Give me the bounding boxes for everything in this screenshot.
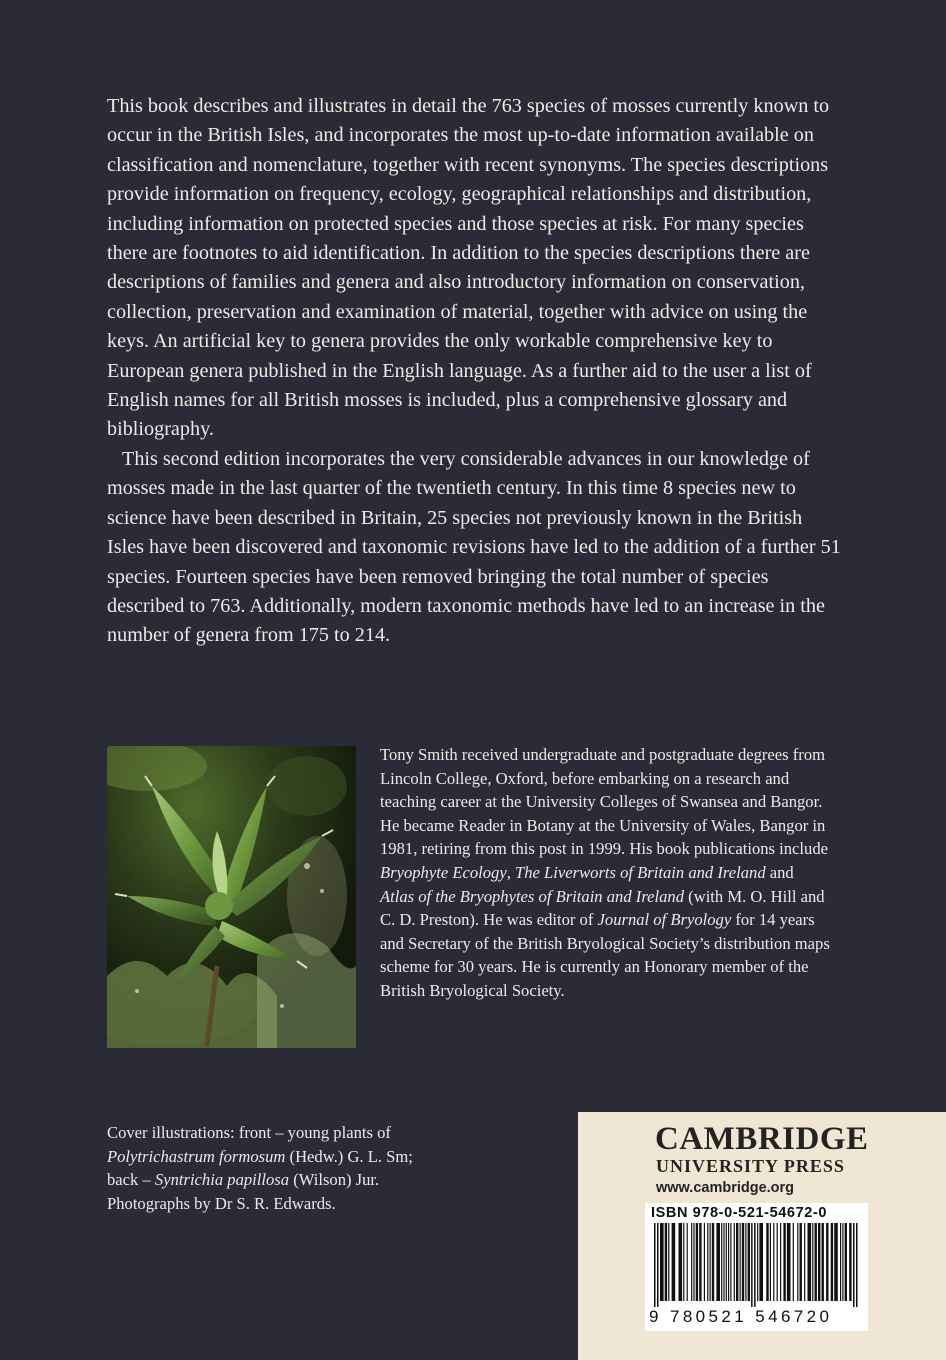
barcode-bar	[770, 1223, 771, 1301]
description-paragraph-2: This second edition incorporates the very considerable advances in our knowledge of mosses made in the last quarter of the twentieth century. In this time 8 species new to science have been described in Britain, 25 species not previously known in the British Isles have been discovered and taxonomic revisions have led to the addition of a further 51 species. Fourteen species have been removed bringing the total number of species described to 763. Additionally, modern taxonomic methods have led to an increase in the number of genera from 175 to 214.	[107, 447, 841, 647]
barcode-bar	[654, 1223, 656, 1307]
moss-photo	[107, 746, 356, 1048]
barcode-bar	[691, 1223, 692, 1301]
credit-paragraph	[107, 1121, 447, 1215]
bio-text: for 14 years and Secretary of the British Bryological Society’s distribution maps scheme for 30 years. He is currently an Honorary member of the British Bryological Society.	[380, 910, 830, 1000]
barcode-bar	[853, 1223, 855, 1307]
barcode-bar	[683, 1223, 684, 1301]
barcode-bar	[815, 1223, 817, 1301]
barcode-bar	[660, 1223, 664, 1301]
book-description	[107, 92, 842, 651]
credit-text: (Hedw.) G. L. Sm;	[285, 1146, 413, 1166]
barcode-bars	[652, 1223, 860, 1307]
photographer-credit: Photographs by Dr S. R. Edwards.	[107, 1193, 336, 1213]
description-paragraph-1: This book describes and illustrates in detail the 763 species of mosses currently known to occur in the British Isles, and incorporates the most up-to-date information available on classification and nomenclature, together with recent synonyms. The species descriptions provide information on frequency, ecology, geographical relationships and distribution, including information on protected species and those species at risk. For many species there are footnotes to aid identification. In addition to the species descriptions there are descriptions of families and genera and also introductory information on conservation, collection, preservation and examination of material, together with advice on using the keys. An artificial key to genera provides the only workable comprehensive key to European genera published in the English language. As a further aid to the user a list of English names for all British mosses is included, plus a comprehensive glossary and bibliography.	[107, 95, 830, 441]
bio-separator: ,	[506, 862, 516, 882]
publisher-url: www.cambridge.org	[656, 1180, 795, 1196]
book-title-atlas: Atlas of the Bryophytes of Britain and Ireland	[380, 886, 685, 906]
barcode-bar	[818, 1223, 820, 1301]
publisher-logo-subtitle: UNIVERSITY PRESS	[656, 1156, 845, 1176]
barcode-bar	[672, 1223, 676, 1301]
barcode-bar	[693, 1223, 694, 1301]
barcode-bar	[742, 1223, 744, 1301]
barcode-bar	[704, 1223, 705, 1301]
bio-text: Tony Smith received undergraduate and postgraduate degrees from Lincoln College, Oxford, before embarking on a research and teaching career at the University Colleges of Swansea and Bangor. He became Reader in Botany at the University of Wales, Bangor in 1981, retiring from this post in 1999. His book publications include	[380, 745, 828, 859]
barcode-bar	[657, 1223, 659, 1307]
barcode-bar	[734, 1223, 735, 1301]
barcode-bar	[710, 1223, 711, 1301]
credit-text: back –	[107, 1170, 155, 1190]
barcode-bar	[740, 1223, 741, 1301]
publisher-panel	[578, 1112, 946, 1360]
species-name-front: Polytrichastrum formosum	[107, 1146, 286, 1166]
barcode-bar	[822, 1223, 824, 1301]
publisher-logo-name: CAMBRIDGE	[655, 1121, 869, 1157]
barcode-bar	[728, 1223, 729, 1301]
barcode-bar	[831, 1223, 833, 1301]
barcode-bar	[751, 1223, 753, 1307]
isbn-barcode	[645, 1203, 868, 1331]
barcode-bar	[766, 1223, 768, 1301]
barcode-bar	[800, 1223, 802, 1301]
barcode-bar	[723, 1223, 724, 1301]
barcode-bar	[730, 1223, 731, 1301]
barcode-bar	[773, 1223, 774, 1301]
barcode-bar	[696, 1223, 698, 1301]
barcode-bar	[721, 1223, 722, 1301]
bio-text: (with M. O. Hill and C. D. Preston). He was editor of	[380, 886, 825, 930]
book-title-liverworts: The Liverworts of Britain and Ireland	[515, 862, 766, 882]
moss-plant-illustration	[107, 746, 356, 1048]
journal-title: Journal of Bryology	[597, 910, 732, 930]
barcode-bar	[665, 1223, 667, 1301]
barcode-bar	[759, 1223, 763, 1301]
credit-text: Cover illustrations: front – young plants of	[107, 1123, 391, 1142]
barcode-bar	[783, 1223, 785, 1301]
barcode-bar	[726, 1223, 727, 1301]
barcode-bar	[712, 1223, 714, 1301]
barcode-bar	[668, 1223, 669, 1301]
barcode-bar	[834, 1223, 838, 1301]
barcode-bar	[849, 1223, 851, 1301]
species-name-back: Syntrichia papillosa	[154, 1170, 290, 1190]
barcode-digits: 9 780521 546720	[649, 1307, 833, 1326]
credit-text: (Wilson) Jur.	[289, 1170, 380, 1190]
barcode-bar	[826, 1223, 828, 1301]
barcode-bar	[793, 1223, 794, 1301]
barcode-bar	[679, 1223, 683, 1301]
barcode-bar	[780, 1223, 781, 1301]
barcode-bar	[842, 1223, 843, 1301]
bio-separator: and	[765, 862, 794, 882]
barcode-bar	[804, 1223, 805, 1301]
barcode-bar	[845, 1223, 847, 1301]
barcode-bar	[748, 1223, 750, 1301]
barcode-bar	[856, 1223, 858, 1307]
barcode-bar	[754, 1223, 756, 1307]
barcode-bar	[808, 1223, 812, 1301]
barcode-bar	[840, 1223, 841, 1301]
barcode-bar	[736, 1223, 738, 1301]
barcode-bar	[687, 1223, 688, 1301]
barcode-bar	[745, 1223, 746, 1301]
barcode-bar	[716, 1223, 720, 1301]
isbn-label: ISBN 978-0-521-54672-0	[651, 1205, 828, 1221]
barcode-bar	[787, 1223, 791, 1301]
barcode-bar	[757, 1223, 758, 1301]
barcode-bar	[797, 1223, 798, 1301]
barcode-bar	[777, 1223, 778, 1301]
cover-illustration-credit	[107, 1121, 447, 1215]
author-bio-paragraph	[380, 743, 830, 1003]
author-biography	[380, 743, 830, 1003]
barcode-bar	[707, 1223, 708, 1301]
book-title-bryophyte-ecology: Bryophyte Ecology	[380, 862, 507, 882]
barcode-bar	[699, 1223, 701, 1301]
barcode-bar	[812, 1223, 813, 1301]
